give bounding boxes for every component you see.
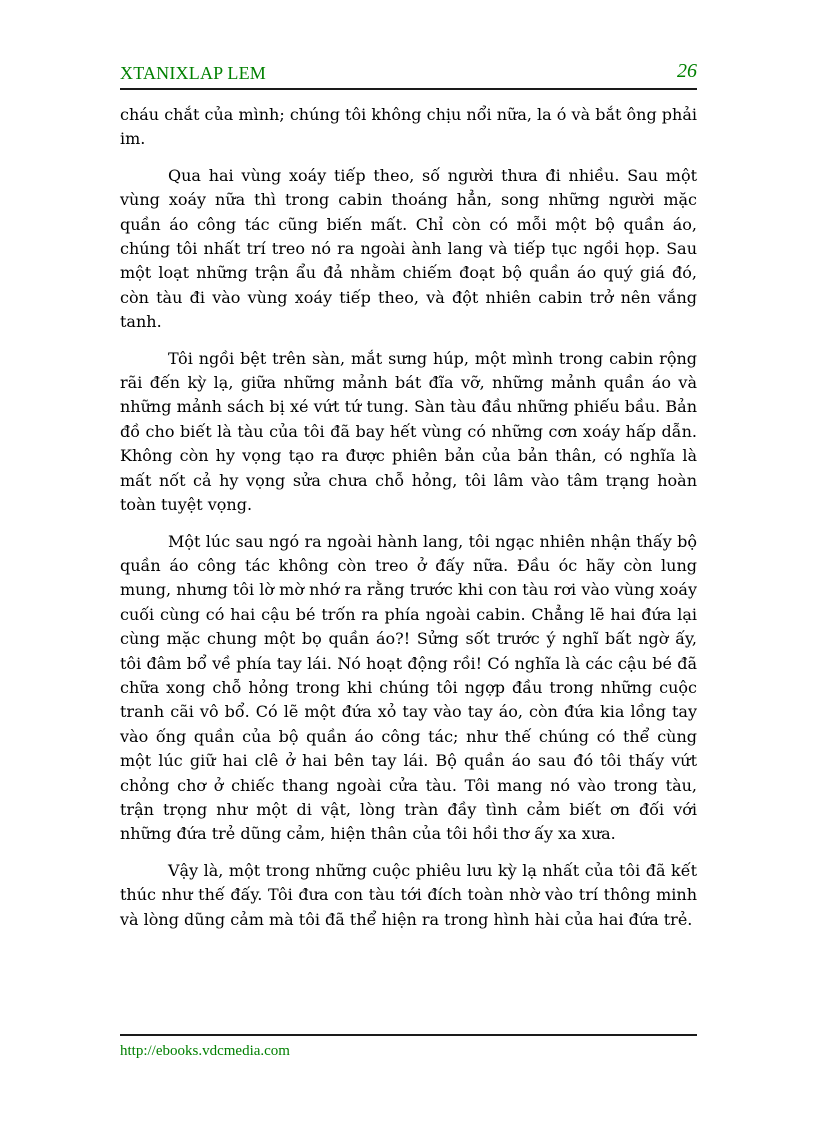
paragraph-3: Tôi ngồi bệt trên sàn, mắt sưng húp, một mình trong cabin rộng rãi đến kỳ lạ, giữa những mảnh bát đĩa vỡ, những mảnh quần áo và những mảnh sách bị xé vứt tứ tung. Sàn tàu đầu những phiếu bầu. Bản đồ cho biết là tàu của tôi đã bay hết vùng có những cơn xoáy hấp dẫn. Không còn hy vọng tạo ra được phiên bản của bản thân, có nghĩa là mất nốt cả hy vọng sửa chưa chỗ hỏng, tôi lâm vào tâm trạng hoàn toàn tuyệt vọng. — [120, 348, 697, 515]
footer-divider — [120, 1034, 697, 1036]
paragraph-2: Qua hai vùng xoáy tiếp theo, số người thưa đi nhiều. Sau một vùng xoáy nữa thì trong cabin thoáng hẳn, song những người mặc quần áo công tác cũng biến mất. Chỉ còn có mỗi một bộ quần áo, chúng tôi nhất trí treo nó ra ngoài ành lang và tiếp tục ngồi họp. Sau một loạt những trận ẩu đả nhằm chiếm đoạt bộ quần áo quý giá đó, còn tàu đi vào vùng xoáy tiếp theo, và đột nhiên cabin trở nên vắng tanh. — [120, 165, 697, 332]
page-header — [120, 62, 697, 90]
footer-link[interactable]: http://ebooks.vdcmedia.com — [120, 1043, 290, 1059]
paragraph-5: Vậy là, một trong những cuộc phiêu lưu kỳ lạ nhất của tôi đã kết thúc như thế đấy. Tôi đưa con tàu tới đích toàn nhờ vào trí thông minh và lòng dũng cảm mà tôi đã thể hiện ra trong hình hài của hai đứa trẻ. — [120, 860, 697, 929]
paragraph-4: Một lúc sau ngó ra ngoài hành lang, tôi ngạc nhiên nhận thấy bộ quần áo công tác không còn treo ở đấy nữa. Đầu óc hãy còn lung mung, nhưng tôi lờ mờ nhớ ra rằng trước khi con tàu rơi vào vùng xoáy cuối cùng có hai cậu bé trốn ra phía ngoài cabin. Chẳng lẽ hai đứa lại cùng mặc chung một bọ quần áo?! Sửng sốt trước ý nghĩ bất ngờ ấy, tôi đâm bổ về phía tay lái. Nó hoạt động rồi! Có nghĩa là các cậu bé đã chữa xong chỗ hỏng trong khi chúng tôi ngợp đầu trong những cuộc tranh cãi vô bổ. Có lẽ một đứa xỏ tay vào tay áo, còn đứa kia lồng tay vào ống quần của bộ quần áo công tác; như thế chúng có thể cùng một lúc giữ hai clê ở hai bên tay lái. Bộ quần áo sau đó tôi thấy vứt chỏng chơ ở chiếc thang ngoài cửa tàu. Tôi mang nó vào trong tàu, trận trọng như một di vật, lòng tràn đầy tình cảm biết ơn đối với những đứa trẻ dũng cảm, hiện thân của tôi hồi thơ ấy xa xưa. — [120, 531, 697, 844]
book-author-title: XTANIXLAP LEM — [120, 63, 266, 83]
page-number: 26 — [677, 60, 697, 82]
page-body — [120, 103, 697, 944]
paragraph-1: cháu chắt của mình; chúng tôi không chịu nổi nữa, la ó và bắt ông phải im. — [120, 105, 697, 149]
